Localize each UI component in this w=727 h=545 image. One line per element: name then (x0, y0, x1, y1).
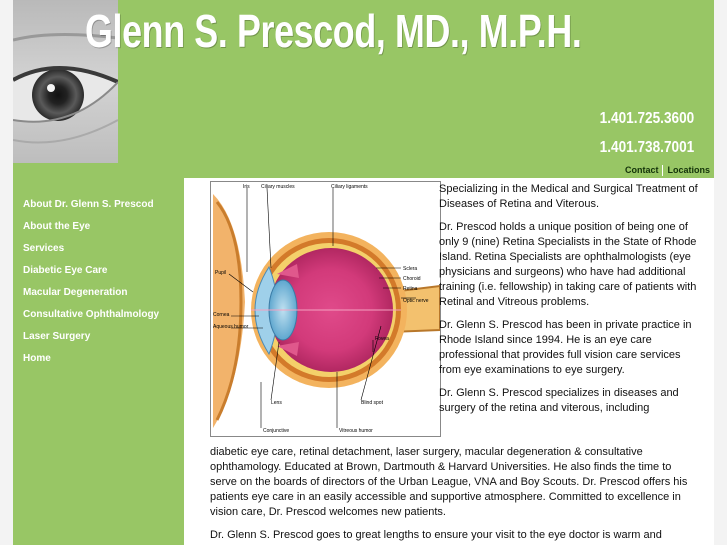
label-optic-nerve: Optic nerve (403, 298, 429, 304)
nav-item-laser-surgery[interactable]: Laser Surgery (23, 331, 91, 342)
label-pupil: Pupil (215, 270, 227, 276)
locations-link[interactable]: Locations (667, 165, 710, 175)
nav-item-home[interactable]: Home (23, 353, 51, 364)
label-fovea: Fovea (375, 336, 389, 342)
main-content (184, 178, 714, 545)
paragraph-specializes-start: Dr. Glenn S. Prescod specializes in diseases and surgery of the retina and viterous, including (439, 387, 679, 414)
header (13, 0, 714, 178)
intro-text (439, 182, 699, 416)
label-blind-spot: Blind spot (361, 400, 383, 406)
label-vitreous-humor: Vitreous humor (339, 428, 373, 434)
label-lens: Lens (271, 400, 282, 406)
paragraph-private-practice: Dr. Glenn S. Prescod has been in private practice in Rhode Island since 1994. He is an eye care professional that provides full vision care services from eye examinations to eye surgery. (439, 319, 692, 376)
label-sclera: Sclera (403, 266, 418, 272)
top-links (621, 165, 714, 176)
phone-number-1: 1.401.725.3600 (599, 110, 694, 127)
paragraph-retina-specialist: Dr. Prescod holds a unique position of being one of only 9 (nine) Retina Specialists in the State of Rhode Island. Retina Specialists are ophthalmologists (eye physicians and surgeons) who have had additional training (i.e. fellowship) in taking care of patients with Retinal and Vitreous problems. (439, 221, 697, 308)
contact-link[interactable]: Contact (624, 165, 659, 175)
body-text (210, 445, 700, 545)
eye-anatomy-diagram (210, 181, 441, 437)
page-container (13, 0, 714, 545)
label-choroid: Choroid (403, 276, 421, 282)
label-ciliary-ligaments: Ciliary ligaments (331, 184, 368, 190)
phone-number-2: 1.401.738.7001 (599, 139, 694, 156)
site-title: Glenn S. Prescod, MD., M.P.H. (85, 5, 582, 57)
paragraph-specializes-cont: diabetic eye care, retinal detachment, laser surgery, macular degeneration & consultative ophthamology. Educated at Brown, Dartmouth & Harvard Universities. He also finds the time to serve on the boards of directors of the Urban League, VNA and Boy Scouts. Dr. Prescod offers his patients eye care in an easily accessible and supportive atmosphere. Committed to excellence in vision care, Dr. Prescod welcomes new patients. (210, 446, 688, 518)
label-iris: Iris (243, 184, 250, 190)
label-aqueous-humor: Aqueous humor (213, 324, 249, 330)
label-retina: Retina (403, 286, 418, 292)
nav-item-about-dr[interactable]: About Dr. Glenn S. Prescod (23, 199, 154, 210)
nav-item-consultative-ophthalmology[interactable]: Consultative Ophthalmology (23, 309, 160, 320)
nav-item-diabetic-eye-care[interactable]: Diabetic Eye Care (23, 265, 108, 276)
nav-item-services[interactable]: Services (23, 243, 65, 254)
sidebar-nav (13, 178, 184, 374)
label-conjunctive: Conjunctive (263, 428, 290, 434)
label-cornea: Cornea (213, 312, 230, 318)
nav-item-about-eye[interactable]: About the Eye (23, 221, 91, 232)
paragraph-specializing: Specializing in the Medical and Surgical Treatment of Diseases of Retina and Viterous. (439, 183, 698, 210)
label-ciliary-muscles: Ciliary muscles (261, 184, 295, 190)
paragraph-warm-visit: Dr. Glenn S. Prescod goes to great lengths to ensure your visit to the eye doctor is warm and (210, 529, 662, 541)
nav-item-macular-degeneration[interactable]: Macular Degeneration (23, 287, 128, 298)
